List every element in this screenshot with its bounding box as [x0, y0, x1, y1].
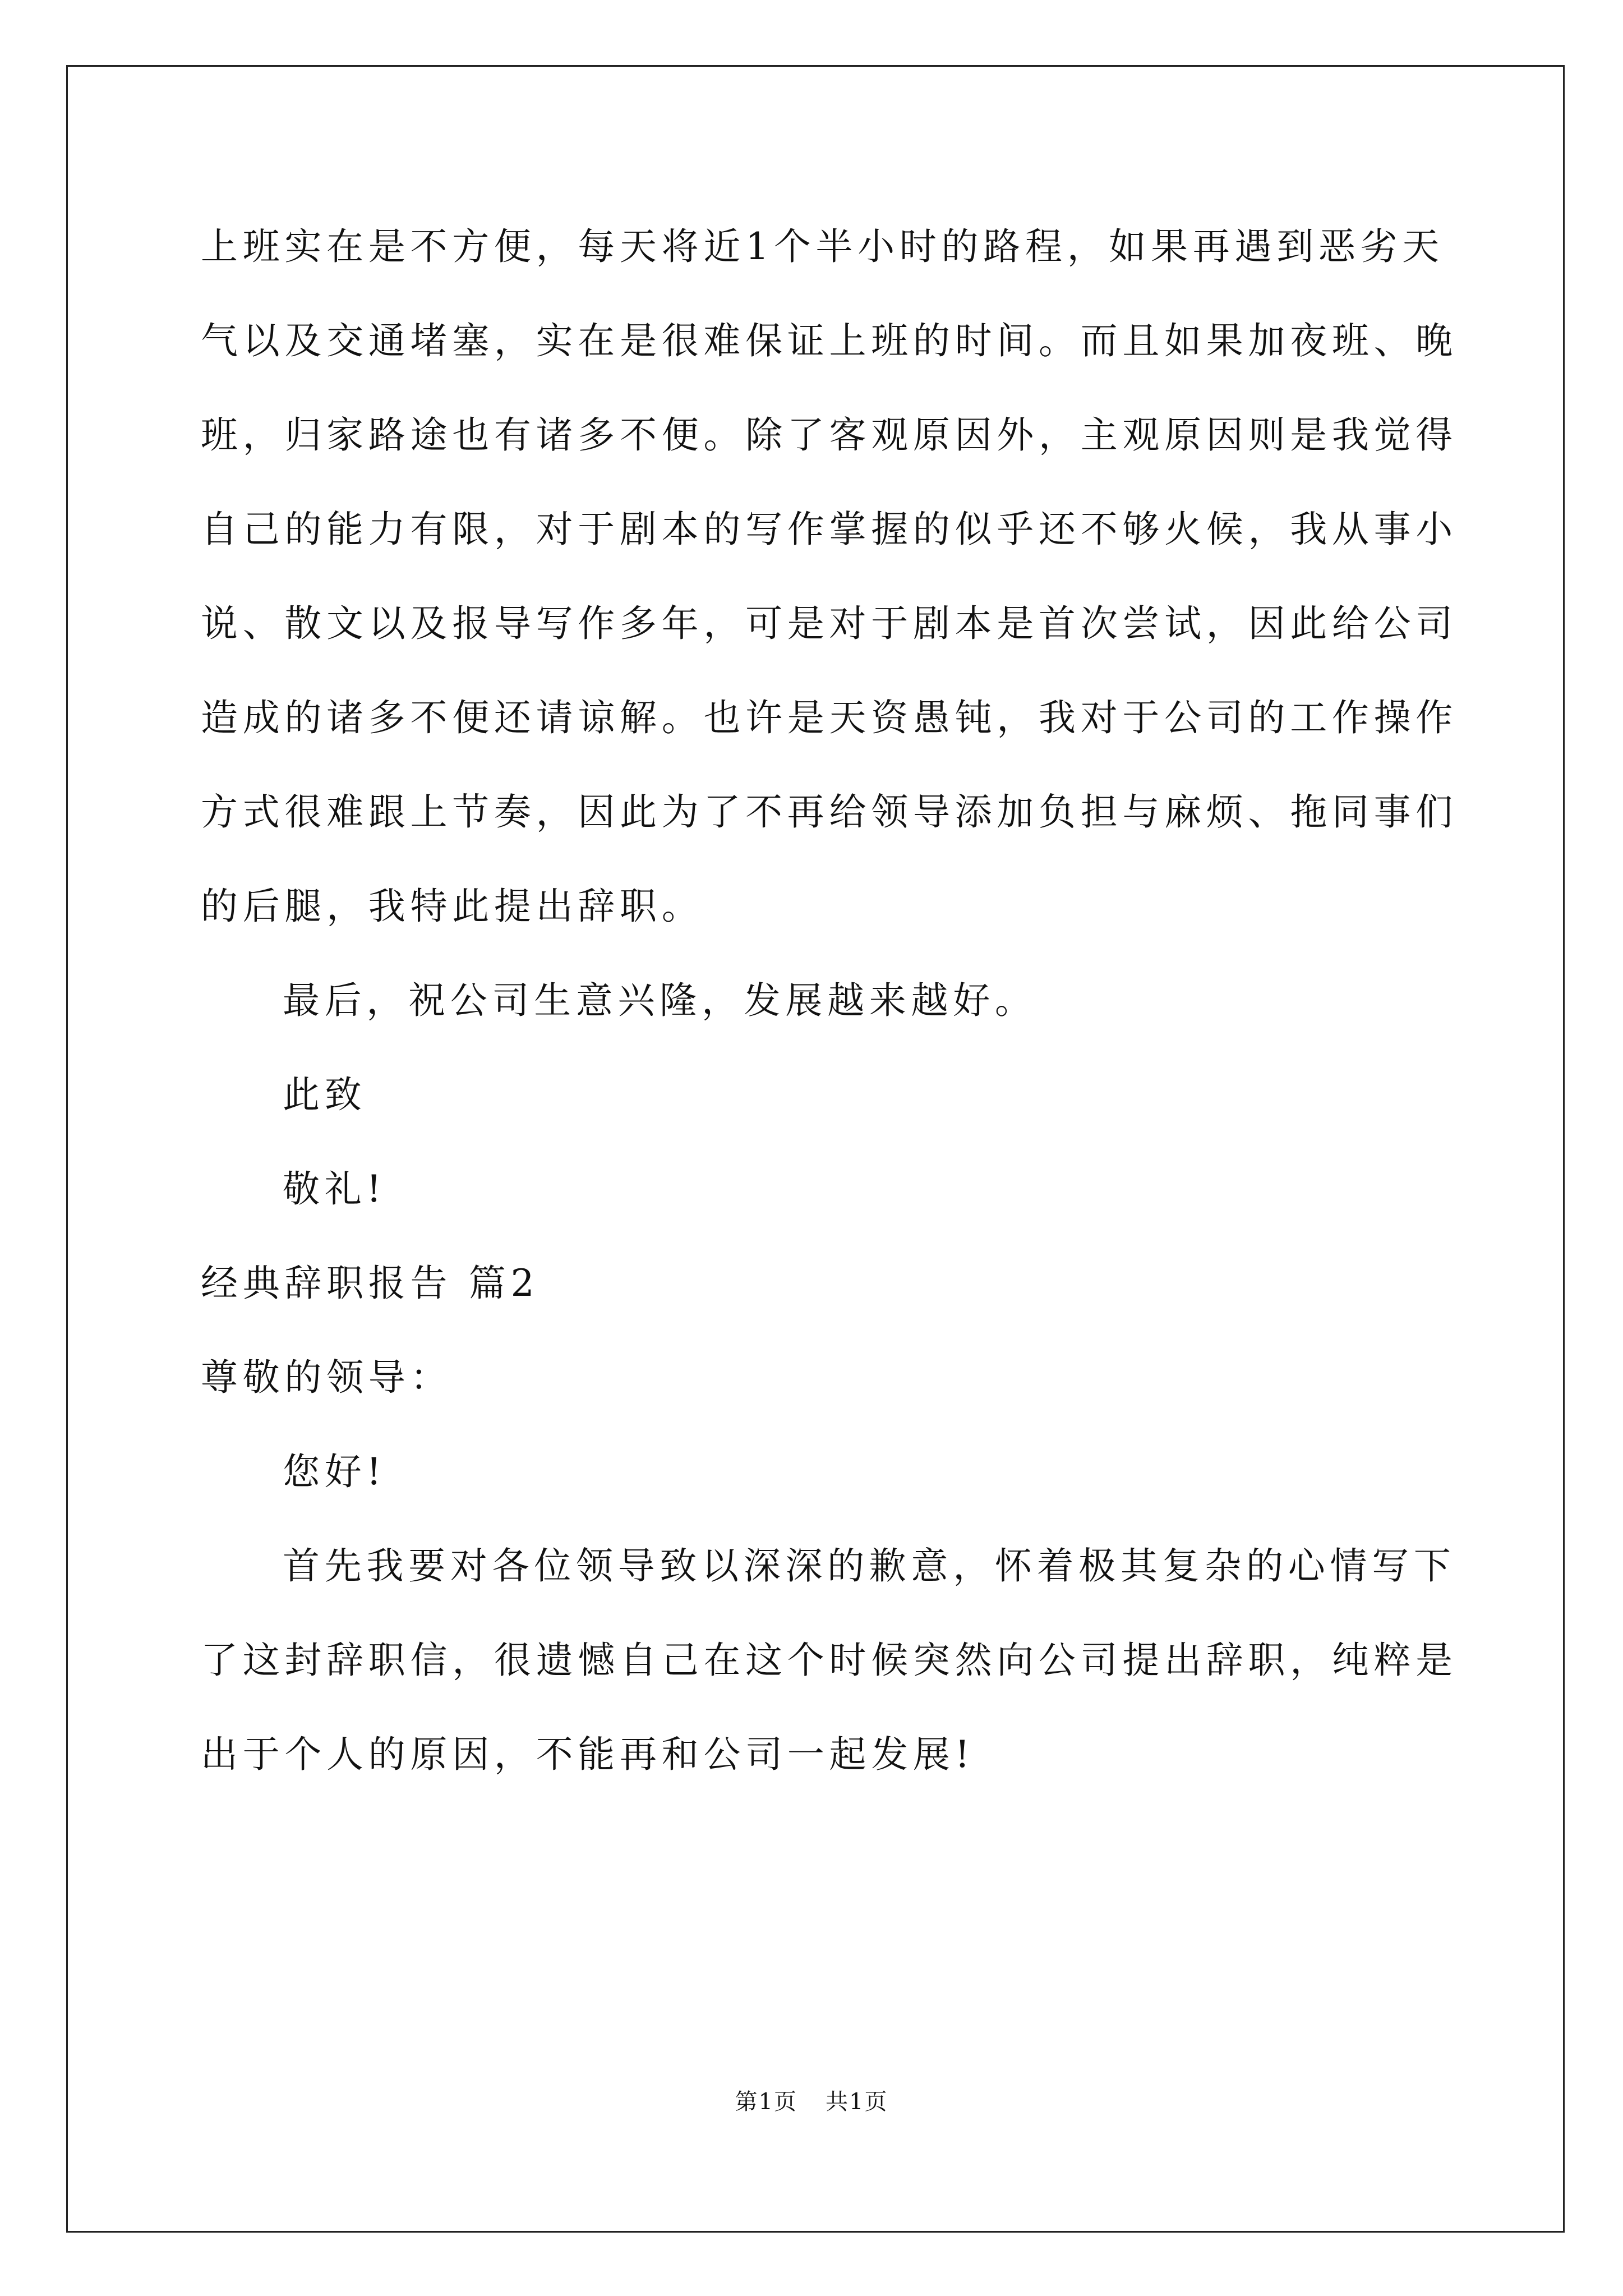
paragraph-1-line-3: 班，归家路途也有诸多不便。除了客观原因外，主观原因则是我觉得 — [201, 413, 1458, 457]
addressee: 尊敬的领导： — [201, 1356, 453, 1399]
section-title: 经典辞职报告 篇2 — [201, 1262, 540, 1305]
paragraph-1-line-6: 造成的诸多不便还请谅解。也许是天资愚钝，我对于公司的工作操作 — [201, 696, 1458, 739]
paragraph-2-line-1: 首先我要对各位领导致以深深的歉意，怀着极其复杂的心情写下 — [283, 1544, 1456, 1588]
page-number-total: 共1页 — [826, 2089, 888, 2115]
paragraph-1-line-1: 上班实在是不方便，每天将近1个半小时的路程，如果再遇到恶劣天 — [201, 225, 1444, 268]
paragraph-1-line-2: 气以及交通堵塞，实在是很难保证上班的时间。而且如果加夜班、晚 — [201, 319, 1458, 362]
page-footer — [0, 2088, 1623, 2116]
page-number-current: 第1页 — [735, 2089, 797, 2115]
paragraph-1-line-4: 自己的能力有限，对于剧本的写作掌握的似乎还不够火候，我从事小 — [201, 508, 1458, 551]
closing-wish: 最后，祝公司生意兴隆，发展越来越好。 — [283, 979, 1037, 1022]
paragraph-1-line-7: 方式很难跟上节奏，因此为了不再给领导添加负担与麻烦、拖同事们 — [201, 790, 1458, 834]
greeting: 您好! — [283, 1450, 386, 1493]
paragraph-1-line-5: 说、散文以及报导写作多年，可是对于剧本是首次尝试，因此给公司 — [201, 602, 1458, 645]
page-border — [66, 65, 1565, 2233]
paragraph-1-line-8: 的后腿，我特此提出辞职。 — [201, 885, 704, 928]
salutation-line-1: 此致 — [283, 1073, 367, 1116]
salutation-line-2: 敬礼! — [283, 1167, 386, 1211]
paragraph-2-line-2: 了这封辞职信，很遗憾自己在这个时候突然向公司提出辞职，纯粹是 — [201, 1639, 1458, 1682]
paragraph-2-line-3: 出于个人的原因，不能再和公司一起发展! — [201, 1733, 975, 1776]
